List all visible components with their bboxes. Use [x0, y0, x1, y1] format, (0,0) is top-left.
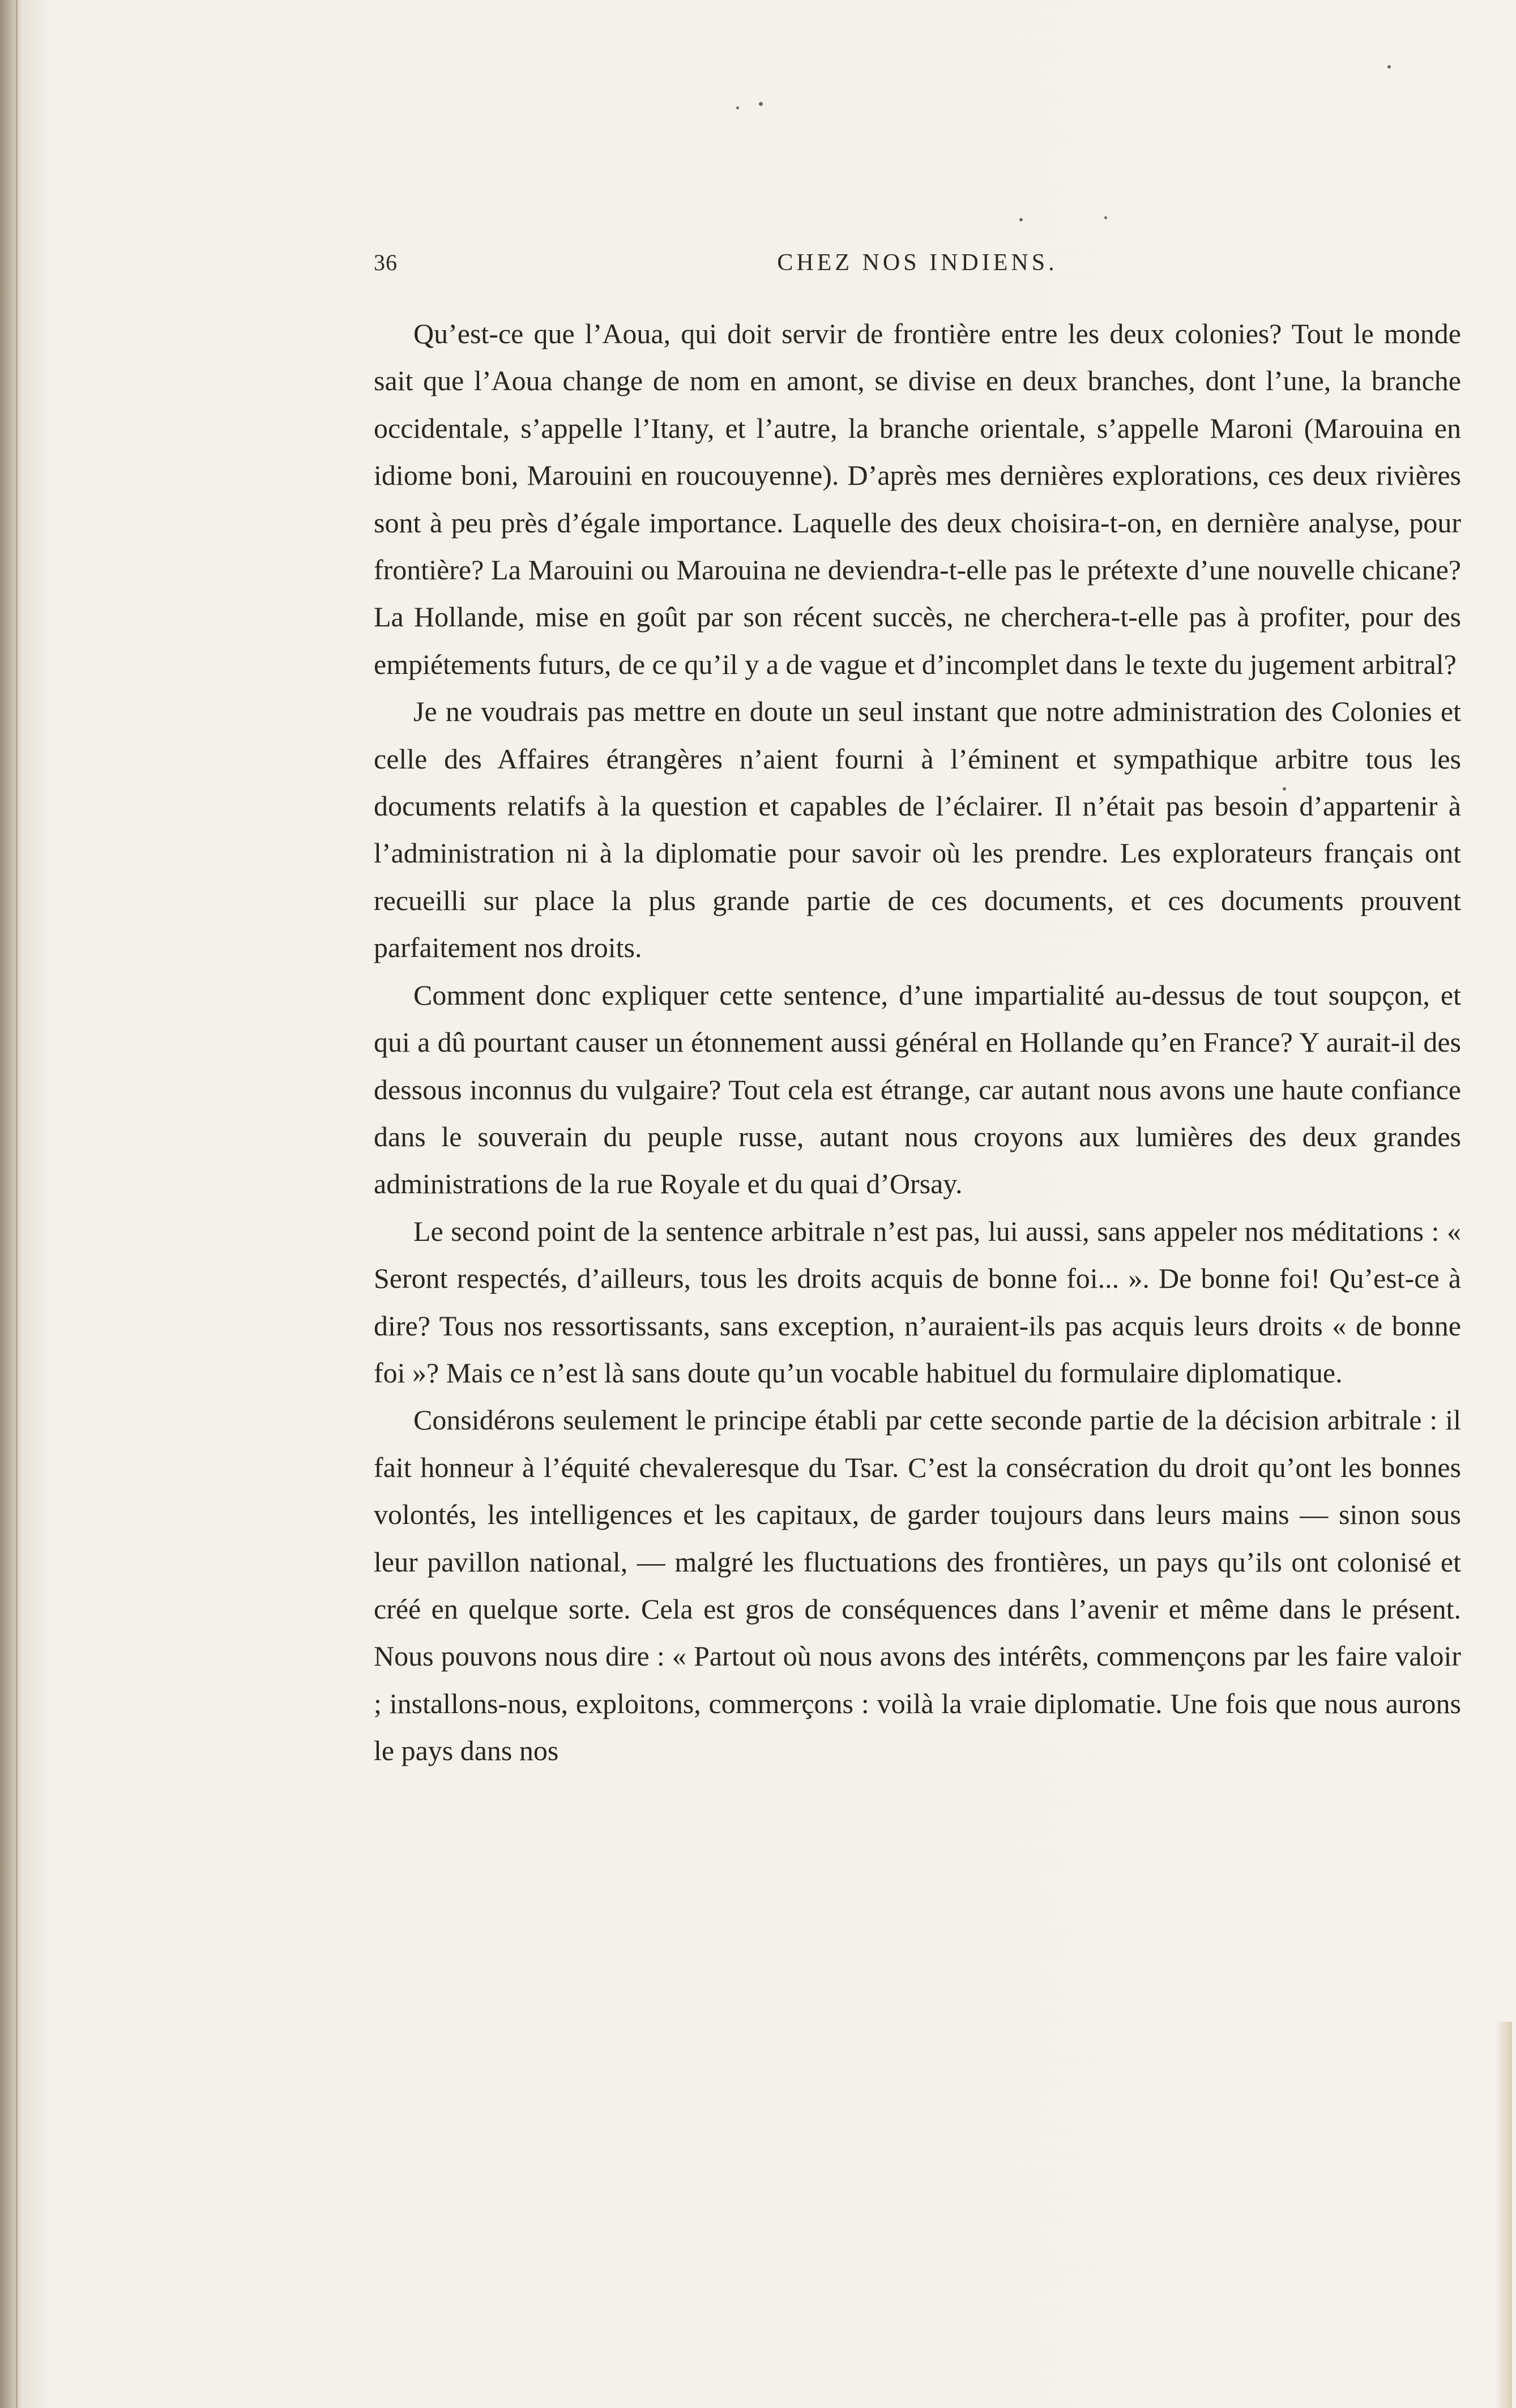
paragraph-3: Comment donc expliquer cette sentence, d’une impartialité au-dessus de tout soupçon, et qui a dû pourtant causer un étonnement aussi général en Hollande qu’en France? Y aurait-il des dessous inconnus du vulgaire? Tout cela est étrange, car autant nous avons une haute confiance dans le souverain du peuple russe, autant nous croyons aux lumières des deux grandes administrations de la rue Royale et du quai d’Orsay.	[374, 979, 1461, 1200]
running-head	[374, 249, 1461, 283]
paragraph-1: Qu’est-ce que l’Aoua, qui doit servir de frontière entre les deux colonies? Tout le monde sait que l’Aoua change de nom en amont, se divise en deux branches, dont l’une, la branche occidentale, s’appelle l’Itany, et l’autre, la branche orientale, s’appelle Maroni (Marouina en idiome boni, Marouini en roucouyenne). D’après mes dernières explorations, ces deux rivières sont à peu près d’égale importance. Laquelle des deux choisira-t-on, en dernière analyse, pour frontière? La Marouini ou Marouina ne deviendra-t-elle pas le prétexte d’une nouvelle chicane? La Hollande, mise en goût par son récent succès, ne cherchera-t-elle pas à profiter, pour des empiétements futurs, de ce qu’il y a de vague et d’incomplet dans le texte du jugement arbitral?	[374, 318, 1461, 680]
page-edge-stain	[1495, 2022, 1512, 2408]
running-title: CHEZ NOS INDIENS.	[777, 250, 1058, 276]
paragraph-2: Je ne voudrais pas mettre en doute un seul instant que notre administration des Colonies et celle des Affaires étrangères n’aient fourni à l’éminent et sympathique arbitre tous les documents relatifs à la question et capables de l’éclairer. Il n’était pas besoin d’appartenir à l’administration ni à la diplomatie pour savoir où les prendre. Les explorateurs français ont recueilli sur place la plus grande partie de ces documents, et ces documents prouvent parfaitement nos droits.	[374, 695, 1461, 964]
body-text	[374, 310, 1461, 1775]
binding-shadow	[0, 0, 22, 2408]
page-number: 36	[374, 250, 398, 275]
paragraph-4: Le second point de la sentence arbitrale n’est pas, lui aussi, sans appeler nos méditations : « Seront respectés, d’ailleurs, tous les droits acquis de bonne foi... ». De bonne foi! Qu’est-ce à dire? Tous nos ressortissants, sans exception, n’auraient-ils pas acquis leurs droits « de bonne foi »? Mais ce n’est là sans doute qu’un vocable habituel du formulaire diplomatique.	[374, 1215, 1461, 1389]
binding-edge	[16, 0, 18, 2408]
paragraph-5: Considérons seulement le principe établi par cette seconde partie de la décision arbitrale : il fait honneur à l’équité chevaleresque du Tsar. C’est la consécration du droit qu’ont les bonnes volontés, les intelligences et les capitaux, de garder toujours dans leurs mains — sinon sous leur pavillon national, — malgré les fluctuations des frontières, un pays qu’ils ont colonisé et créé en quelque sorte. Cela est gros de conséquences dans l’avenir et même dans le présent. Nous pouvons nous dire : « Partout où nous avons des intérêts, commençons par les faire valoir ; installons-nous, exploitons, commerçons : voilà la vraie diplomatie. Une fois que nous aurons le pays dans nos	[374, 1404, 1461, 1767]
